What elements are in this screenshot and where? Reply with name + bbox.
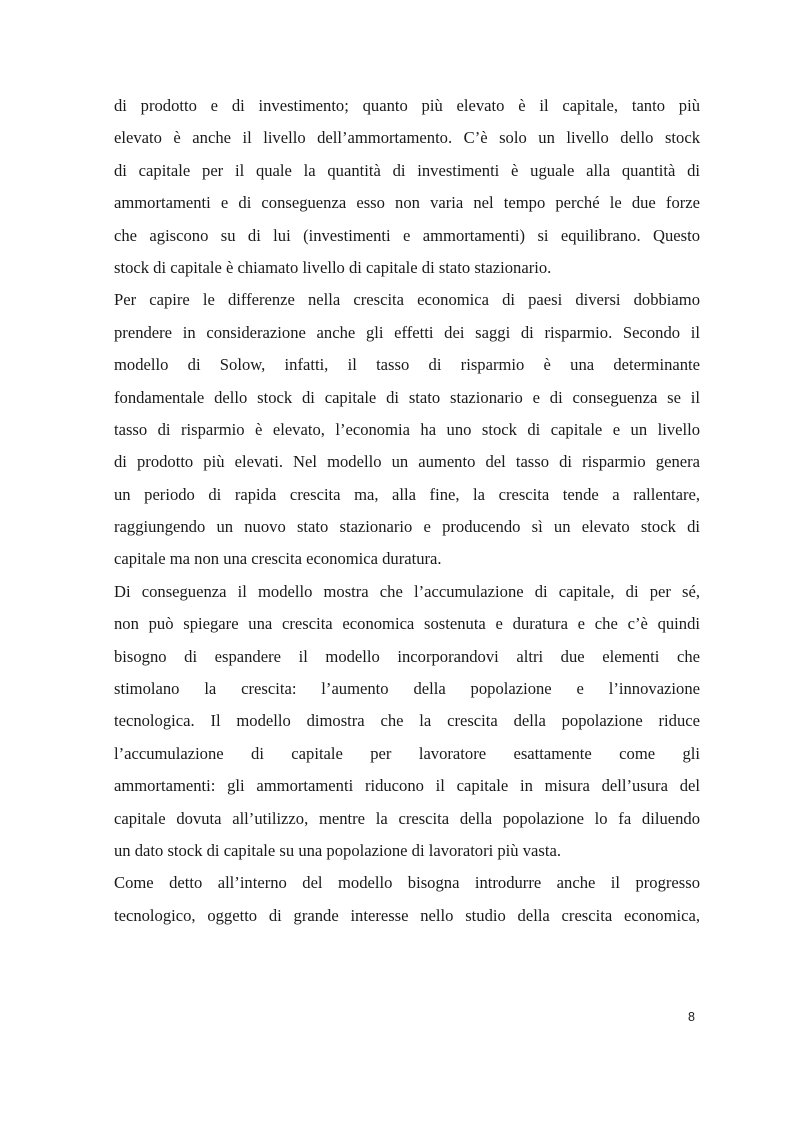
- text-line: raggiungendo un nuovo stato stazionario e producendo sì un elevato stock di: [114, 517, 700, 537]
- text-line: bisogno di espandere il modello incorporandovi altri due elementi che: [114, 646, 700, 666]
- text-line: l’accumulazione di capitale per lavoratore esattamente come gli: [114, 743, 700, 763]
- text-line: Per capire le differenze nella crescita economica di paesi diversi dobbiamo: [114, 290, 700, 310]
- text-line: elevato è anche il livello dell’ammortamento. C’è solo un livello dello stock: [114, 128, 700, 148]
- text-line: capitale dovuta all’utilizzo, mentre la crescita della popolazione lo fa diluendo: [114, 808, 700, 828]
- text-line: ammortamenti: gli ammortamenti riducono il capitale in misura dell’usura del: [114, 776, 700, 796]
- text-line: non può spiegare una crescita economica sostenuta e duratura e che c’è quindi: [114, 614, 700, 634]
- text-line: Di conseguenza il modello mostra che l’accumulazione di capitale, di per sé,: [114, 581, 700, 601]
- text-line: un periodo di rapida crescita ma, alla fine, la crescita tende a rallentare,: [114, 484, 700, 504]
- text-line: tecnologica. Il modello dimostra che la crescita della popolazione riduce: [114, 711, 700, 731]
- text-line: stock di capitale è chiamato livello di capitale di stato stazionario.: [114, 257, 552, 277]
- text-line: ammortamenti e di conseguenza esso non varia nel tempo perché le due forze: [114, 193, 700, 213]
- text-line: di prodotto più elevati. Nel modello un aumento del tasso di risparmio genera: [114, 452, 700, 472]
- text-line: stimolano la crescita: l’aumento della popolazione e l’innovazione: [114, 679, 700, 699]
- text-line: prendere in considerazione anche gli effetti dei saggi di risparmio. Secondo il: [114, 322, 700, 342]
- text-line: tecnologico, oggetto di grande interesse nello studio della crescita economica,: [114, 905, 700, 925]
- text-line: tasso di risparmio è elevato, l’economia ha uno stock di capitale e un livello: [114, 419, 700, 439]
- text-line: di capitale per il quale la quantità di investimenti è uguale alla quantità di: [114, 160, 700, 180]
- text-line: un dato stock di capitale su una popolazione di lavoratori più vasta.: [114, 840, 561, 860]
- text-line: capitale ma non una crescita economica duratura.: [114, 549, 442, 569]
- text-line: Come detto all’interno del modello bisogna introdurre anche il progresso: [114, 873, 700, 893]
- page-number: 8: [688, 1010, 695, 1024]
- text-line: fondamentale dello stock di capitale di stato stazionario e di conseguenza se il: [114, 387, 700, 407]
- text-line: di prodotto e di investimento; quanto più elevato è il capitale, tanto più: [114, 96, 700, 115]
- document-body: [114, 90, 700, 932]
- text-line: modello di Solow, infatti, il tasso di risparmio è una determinante: [114, 355, 700, 375]
- text-line: che agiscono su di lui (investimenti e ammortamenti) si equilibrano. Questo: [114, 225, 700, 245]
